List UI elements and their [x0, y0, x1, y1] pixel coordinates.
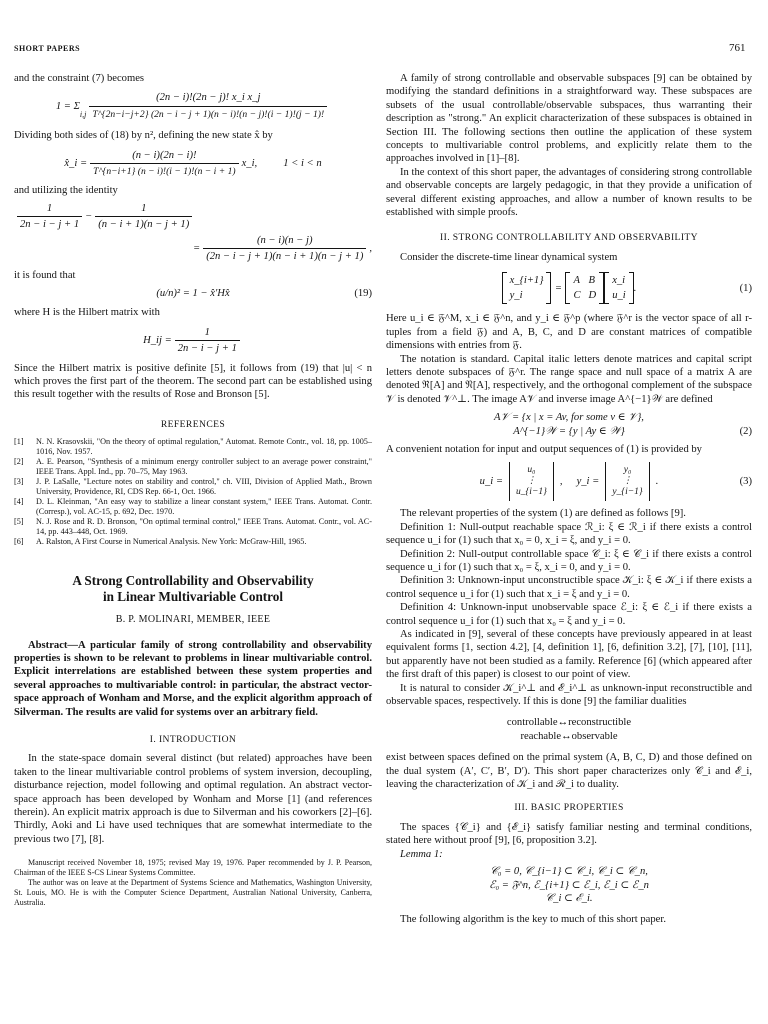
- matrix: x_{i+1} y_i: [502, 272, 552, 304]
- abstract: Abstract—A particular family of strong controllability and observability properties is shown to be relevant to problems in linear multivariable control. Explicit interrelations are established between these system properties and several approaches to multivariable control: in particular, the abstract vector-space approach of Wonham and Morse, and the explicit algorithm approach of Silverman. The results are valid for systems over an arbitrary field.: [14, 639, 372, 718]
- fraction-numerator: (2n − i)!(2n − j)! x_i x_j: [156, 92, 261, 104]
- paragraph: A family of strong controllable and observable subspaces [9] can be obtained by modifying the standard definitions in a straightforward way. These subspaces are subsets of the usual controllable/observable subspaces, thus warranting their description as "strong." An explicit characterization of these subspaces is obtained in Section III. The following sections then outline the application of these system concepts to multivariable control problems, and explicitly relate them to the approaches involved in [1]–[8].: [386, 73, 752, 165]
- paragraph: The relevant properties of the system (1) are defined as follows [9].: [400, 508, 686, 520]
- eq-lhs: H_ij =: [143, 334, 172, 346]
- fraction-denominator: 2n − i − j + 1: [175, 340, 240, 355]
- eq-rhs: x_i,: [241, 157, 258, 169]
- matrix: x_i u_i: [604, 272, 634, 304]
- lemma-statements: [386, 865, 752, 905]
- eq-line: A^{−1}𝒲 = {y | Ay ∈ 𝒲}: [513, 425, 625, 437]
- eq-subscript: i,j: [79, 109, 87, 119]
- paragraph: where H is the Hilbert matrix with: [14, 307, 160, 319]
- fraction: [89, 91, 327, 121]
- eq-lhs: x̂_i =: [64, 157, 88, 169]
- definition: Definition 1: Null-output reachable space ℛ_i: ξ ∈ ℛ_i if there exists a control sequence u_i for (1) such that x₀ = 0, x_i = ξ, and y_i = 0.: [386, 521, 752, 547]
- references-heading: REFERENCES: [160, 418, 226, 430]
- paragraph: and the constraint (7) becomes: [14, 73, 145, 84]
- running-header: SHORT PAPERS: [14, 44, 81, 53]
- paragraph: The notation is standard. Capital italic letters denote matrices and capital script letters denote subspaces of 𝔉^r. The range space and null space of a matrix A are denoted ℜ[A] and 𝔑[A], respectively, and the orthogonal complement of the subspace 𝒱 is denoted 𝒱^⊥. The image A𝒱 and inverse image A^{−1}𝒲 are defined: [386, 353, 752, 405]
- fraction: [95, 202, 192, 232]
- footnote: [14, 858, 372, 908]
- eq-condition: 1 < i < n: [283, 157, 322, 169]
- fraction-numerator: (n − i)(2n − i)!: [132, 149, 197, 161]
- paragraph: The spaces {𝒞_i} and {ℰ_i} satisfy familiar nesting and terminal conditions, stated here without proof [9], [6, proposition 3.2].: [386, 821, 752, 847]
- paragraph: Since the Hilbert matrix is positive definite [5], it follows from (19) that |u| < n which proves the first part of the theorem. The second part can be established using this result together with the results of Rose and Bronson [5].: [14, 362, 372, 401]
- fraction-denominator: (n − i + 1)(n − j + 1): [95, 216, 192, 231]
- definition: Definition 4: Unknown-input unobservable space ℰ_i: ξ ∈ ℰ_i if there exists a control sequence u_i for (1) such that x₀ = ξ and y_i = 0.: [386, 602, 752, 627]
- author-line: B. P. MOLINARI, MEMBER, IEEE: [115, 614, 271, 626]
- equation-identity: $\frac{1}{2n - i - j + 1}$ − $\frac{1}{(n - i + 1)(n - j + 1)}$: [14, 202, 372, 232]
- eq-lhs: u_i =: [479, 476, 503, 488]
- fraction: [17, 202, 82, 232]
- paragraph: Here u_i ∈ 𝔉^M, x_i ∈ 𝔉^n, and y_i ∈ 𝔉^p (where 𝔉^r is the vector space of all r-tuples from a field 𝔉) and A, B, C, and D are constant matrices of compatible dimensions with entries from 𝔉.: [386, 313, 752, 352]
- reference-item: [6] A. Ralston, A First Course in Numerical Analysis. New York: McGraw-Hill, 1965.: [14, 537, 307, 547]
- fraction-numerator: (n − i)(n − j): [257, 234, 313, 246]
- paragraph: and utilizing the identity: [14, 185, 118, 197]
- paragraph: In the state-space domain several distinct (but related) approaches have been taken to the linear multivariable control problems of system inversion, decoupling, disturbance rejection, model following and optimal regulation. An abstract vector-space approach has been developed by Wonham and Morse [1] (and references therein). An explicit matrix approach is due to Silverman and his coworkers [2]–[6]. Thirdly, Aoki and Li have used techniques that are somewhat intermediate to the previous two [7], [8].: [14, 753, 372, 845]
- eq-lhs: 1 = Σ: [55, 100, 80, 112]
- equation-new-state: [14, 149, 372, 179]
- reference-list: [14, 437, 372, 547]
- fraction-denominator: (2n − i − j + 1)(n − i + 1)(n − j + 1): [203, 248, 366, 263]
- fraction: [175, 326, 240, 356]
- paragraph: The following algorithm is the key to much of this short paper.: [400, 914, 666, 926]
- reference-item: [4] D. L. Kleinman, "An easy way to stabilize a linear constant system," IEEE Trans. Automat. Contr. (Corresp.), vol. AC-15, p. 692, Dec. 1970.: [14, 497, 372, 517]
- title-line: A Strong Controllability and Observability: [72, 573, 314, 589]
- duality-line: controllable↔reconstructible: [506, 717, 632, 729]
- eq-line: A𝒱 = {x | x = Av, for some v ∈ 𝒱},: [494, 412, 644, 424]
- vector: y₀ ⋮ y_{i−1}: [605, 462, 649, 501]
- equation-19: [14, 287, 372, 300]
- equation-1: x_{i+1} y_i = A B C D x_i u_i . (1): [386, 272, 752, 304]
- right-column: [386, 64, 752, 927]
- footnote-text: Manuscript received November 18, 1975; revised May 19, 1976. Paper recommended by J. P. Pearson, Chairman of the IEEE S-CS Linear Systems Committee.: [14, 858, 372, 878]
- section-heading: II. STRONG CONTROLLABILITY AND OBSERVABILITY: [440, 232, 698, 244]
- equation-number: (19): [354, 287, 372, 299]
- fraction-numerator: 1: [204, 326, 210, 338]
- section-heading: I. INTRODUCTION: [149, 733, 237, 745]
- fraction: [203, 234, 366, 264]
- equation-2: [386, 411, 752, 438]
- definition: Definition 2: Null-output controllable space 𝒞_i: ξ ∈ 𝒞_i if there exists a control sequence u_i for (1) such that x₀ = ξ, x_i = 0, and y_i = 0.: [386, 548, 752, 573]
- reference-item: [3] J. P. LaSalle, "Lecture notes on stability and control," ch. VIII, Division of Applied Math., Brown University, Providence, RI, CDS Rep. 66-1, Oct. 1966.: [14, 477, 372, 497]
- paragraph: It is natural to consider 𝒦_i^⊥ and ℰ_i^⊥ as unknown-input reconstructible and observable spaces, respectively. If this is done [9] the familiar dualities: [386, 682, 752, 708]
- eq-expression: (u/n)² = 1 − x̂′Hx̂: [156, 287, 230, 299]
- paragraph: Dividing both sides of (18) by n², defining the new state x̂ by: [14, 130, 273, 142]
- eq-lhs: y_i =: [576, 476, 600, 488]
- vector: u₀ ⋮ u_{i−1}: [509, 462, 554, 501]
- paper-title: [14, 573, 372, 605]
- equation-number: (3): [739, 476, 752, 488]
- title-line: in Linear Multivariable Control: [102, 589, 284, 605]
- lemma-label: Lemma 1:: [400, 848, 443, 860]
- equation-identity-result: = $\frac{(n - i)(n - j)}{(2n - i - j + 1)(n - i + 1)(n - j + 1)}$ ,: [193, 234, 372, 263]
- lemma-line: 𝒞_i ⊂ ℰ_i.: [545, 892, 593, 904]
- lemma-line: 𝒞₀ = 0, 𝒞_{i−1} ⊂ 𝒞_i, 𝒞_i ⊂ 𝒞_n,: [490, 866, 648, 878]
- equation-constraint: [14, 91, 372, 121]
- fraction-denominator: 2n − i − j + 1: [17, 216, 82, 231]
- section-heading: III. BASIC PROPERTIES: [514, 802, 624, 814]
- fraction-numerator: 1: [141, 202, 147, 214]
- left-column: [14, 64, 372, 908]
- paragraph: exist between spaces defined on the primal system (A, B, C, D) and those defined on the dual system (A′, C′, B′, D′). This short paper characterizes only 𝒞_i and ℰ_i, leaving the characterization of 𝒦_i and ℛ_i to duality.: [386, 752, 752, 791]
- equation-number: (1): [739, 282, 752, 294]
- paragraph: it is found that: [14, 270, 76, 282]
- paragraph: A convenient notation for input and output sequences of (1) is provided by: [386, 443, 702, 455]
- reference-item: [5] N. J. Rose and R. D. Bronson, "On optimal terminal control," IEEE Trans. Automat. Contr., vol. AC-14, pp. 443–448, Oct. 1969.: [14, 517, 372, 537]
- reference-item: [2] A. E. Pearson, "Synthesis of a minimum energy controller subject to an average power constraint," IEEE Trans. Appl. Ind., pp. 70–75, May 1963.: [14, 457, 372, 477]
- duality-line: reachable↔observable: [520, 730, 618, 742]
- definition: Definition 3: Unknown-input unconstructible space 𝒦_i: ξ ∈ 𝒦_i if there exists a control sequence u_i for (1) such that x_i = ξ and y_i = 0.: [386, 575, 752, 600]
- fraction-denominator: T^{2n−i−j+2} (2n − i − j + 1)(n − i)!(n − j)!(i − 1)!(j − 1)!: [89, 106, 327, 121]
- lemma-line: ℰ₀ = 𝔉^n, ℰ_{i+1} ⊂ ℰ_i, ℰ_i ⊂ ℰ_n: [489, 879, 649, 891]
- equation-3: u_i = u₀ ⋮ u_{i−1} , y_i = y₀ ⋮ y_{i−1} . (3): [386, 462, 752, 501]
- paragraph: In the context of this short paper, the advantages of considering strong controllable and observable concepts are largely pedagogic, in that they provide a unification of several different existing approaches, and allow a number of known results to be established with simple proofs.: [386, 166, 752, 219]
- paragraph: Consider the discrete-time linear dynamical system: [400, 251, 618, 263]
- footnote-text: The author was on leave at the Department of Systems Science and Mathematics, Washington University, St. Louis, MO. He is with the Computer Science Department, Australian National University, Canberra, Australia.: [14, 878, 372, 908]
- fraction-denominator: T^{n−i+1} (n − i)!(i − 1)!(n − i + 1): [90, 163, 239, 178]
- matrix: A B C D: [565, 272, 604, 304]
- paragraph: As indicated in [9], several of these concepts have previously appeared in at least equivalent forms [1, section 4.2], [4, definition 1], [6, definition 3.2], [7], [10], [11], but apparently have not been studied as a family. Reference [6] (which appeared after the first draft of this paper) is closest to our point of view.: [386, 629, 752, 681]
- fraction: [90, 149, 239, 179]
- reference-item: [1] N. N. Krasovskii, "On the theory of optimal regulation," Automat. Remote Contr., vol. 18, pp. 1005–1016, Nov. 1957.: [14, 437, 372, 457]
- page-number: 761: [729, 42, 746, 54]
- fraction-numerator: 1: [46, 202, 53, 214]
- equation-number: (2): [739, 425, 752, 437]
- dualities: [386, 716, 752, 743]
- equation-hilbert: [14, 326, 372, 356]
